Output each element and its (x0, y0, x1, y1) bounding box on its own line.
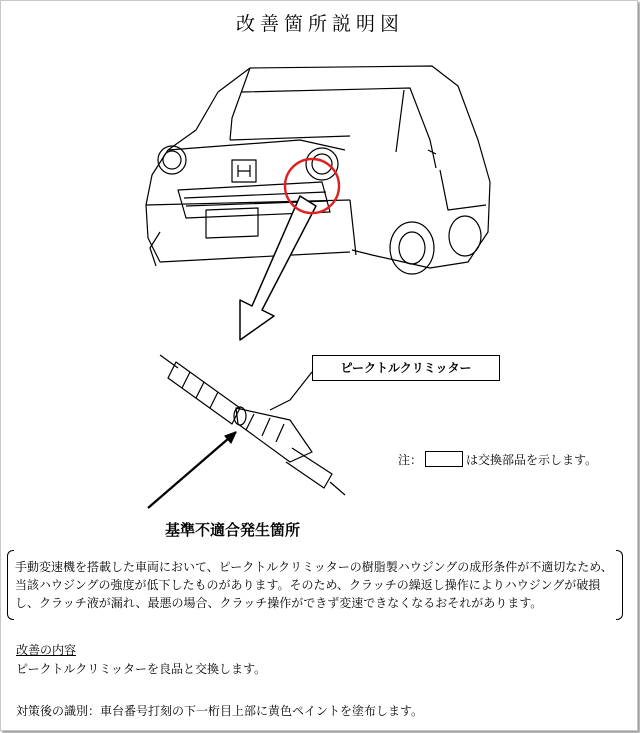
right-bracket (616, 550, 623, 620)
legend-box (425, 451, 463, 467)
description-text: 手動変速機を搭載した車両において、ピークトルクリミッターの樹脂製ハウジングの成形条件が不適切なため、当該ハウジングの強度が低下したものがあります。そのため、クラッチの繰返し操作によりハウジングが破損し、クラッチ液が漏れ、最悪の場合、クラッチ操作ができず変速できなくなるおそれがあります。 (15, 560, 613, 610)
defect-location-label: 基準不適合発生箇所 (165, 521, 301, 539)
improvement-text: ピークトルクリミッターを良品と交換します。 (16, 662, 267, 676)
improvement-heading: 改善の内容 (16, 643, 77, 657)
identification-text: 対策後の識別：車台番号打刻の下一桁目上部に黄色ペイントを塗布します。 (16, 704, 424, 718)
note-prefix: 注： (398, 453, 423, 467)
replacement-note (398, 451, 597, 468)
description-block (7, 550, 623, 620)
callout-peak-torque-limiter: ピークトルクリミッター (312, 355, 500, 381)
page-title: 改善箇所説明図 (235, 13, 404, 35)
note-suffix: は交換部品を示します。 (466, 453, 598, 467)
left-bracket (7, 550, 14, 620)
car-illustration (146, 66, 490, 274)
